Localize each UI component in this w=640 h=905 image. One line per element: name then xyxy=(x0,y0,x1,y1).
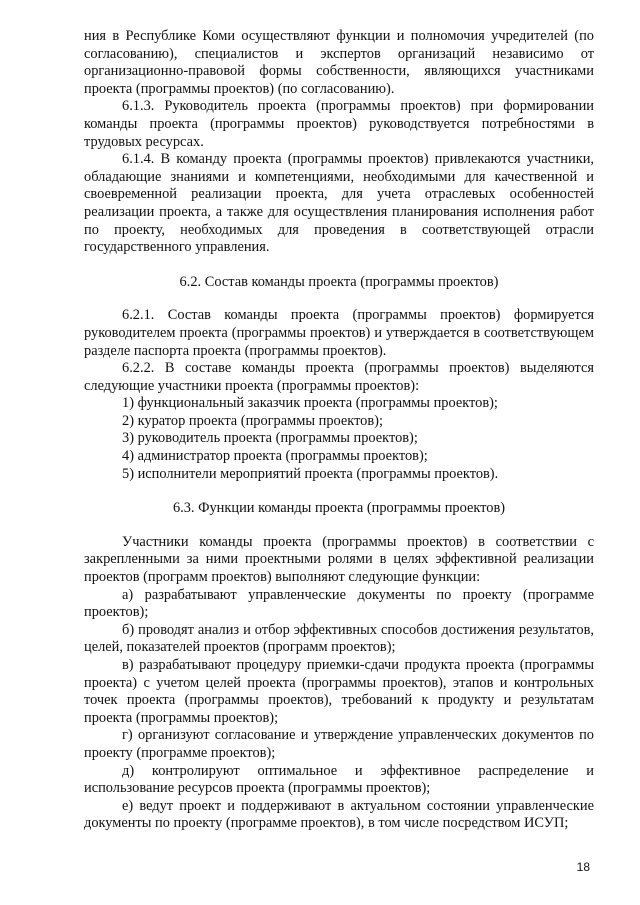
heading-6-3: 6.3. Функции команды проекта (программы проектов) xyxy=(172,500,506,517)
paragraph-6-1-4: 6.1.4. В команду проекта (программы проектов) привлекаются участники, обладающие знаниями и компетенциями, необходимыми для качественной и своевременной реализации проекта, для учета отраслевых особенностей реализации проекта, а также для осуществления планирования исполнения работ по проекту, необходимых для проведения в соответствующей отрасли государственного управления. xyxy=(84,151,594,256)
page-body xyxy=(84,28,594,833)
paragraph-continuation: ния в Республике Коми осуществляют функции и полномочия учредителей (по согласованию), специалистов и экспертов организаций независимо от организационно-правовой формы собственности, являющихся участниками проекта (программы проектов) (по согласованию). xyxy=(84,28,594,97)
participants-list xyxy=(84,395,594,483)
list-item: 5) исполнители мероприятий проекта (программы проектов). xyxy=(122,465,499,482)
function-item: д) контролируют оптимальное и эффективное распределение и использование ресурсов проекта (программы проектов); xyxy=(84,762,594,797)
list-item: 3) руководитель проекта (программы проектов); xyxy=(122,430,418,447)
paragraph-6-1-3: 6.1.3. Руководитель проекта (программы проектов) при формировании команды проекта (программы проектов) руководствуется потребностями в трудовых ресурсах. xyxy=(84,98,594,150)
function-item: а) разрабатывают управленческие документы по проекту (программе проектов); xyxy=(84,586,594,621)
function-item: в) разрабатывают процедуру приемки-сдачи продукта проекта (программы проекта) с учетом целей проекта (программы проектов), этапов и контрольных точек проекта (программы проектов), требований к продукту и результатам проекта (программы проектов); xyxy=(84,657,594,726)
function-item: б) проводят анализ и отбор эффективных способов достижения результатов, целей, показателей проектов (программ проектов); xyxy=(84,621,594,656)
paragraph-6-3-intro: Участники команды проекта (программы проектов) в соответствии с закрепленными за ними проектными ролями в целях эффективной реализации проектов (программ проектов) выполняют следующие функции: xyxy=(84,533,594,586)
heading-6-2: 6.2. Состав команды проекта (программы проектов) xyxy=(179,273,499,290)
paragraph-6-2-2: 6.2.2. В составе команды проекта (программы проектов) выделяются следующие участники проекта (программы проектов): xyxy=(84,360,594,394)
function-item: е) ведут проект и поддерживают в актуальном состоянии управленческие документы по проекту (программе проектов), в том числе посредством ИСУП; xyxy=(84,797,594,832)
list-item: 1) функциональный заказчик проекта (программы проектов); xyxy=(122,395,498,412)
paragraph-6-2-1: 6.2.1. Состав команды проекта (программы проектов) формируется руководителем проекта (программы проектов) и утверждается в соответствующем разделе паспорта проекта (программы проектов). xyxy=(84,307,594,359)
page-number: 18 xyxy=(576,860,590,874)
function-item: г) организуют согласование и утверждение управленческих документов по проекту (программе проектов); xyxy=(84,727,594,761)
list-item: 4) администратор проекта (программы проектов); xyxy=(122,448,428,465)
list-item: 2) куратор проекта (программы проектов); xyxy=(122,412,383,429)
